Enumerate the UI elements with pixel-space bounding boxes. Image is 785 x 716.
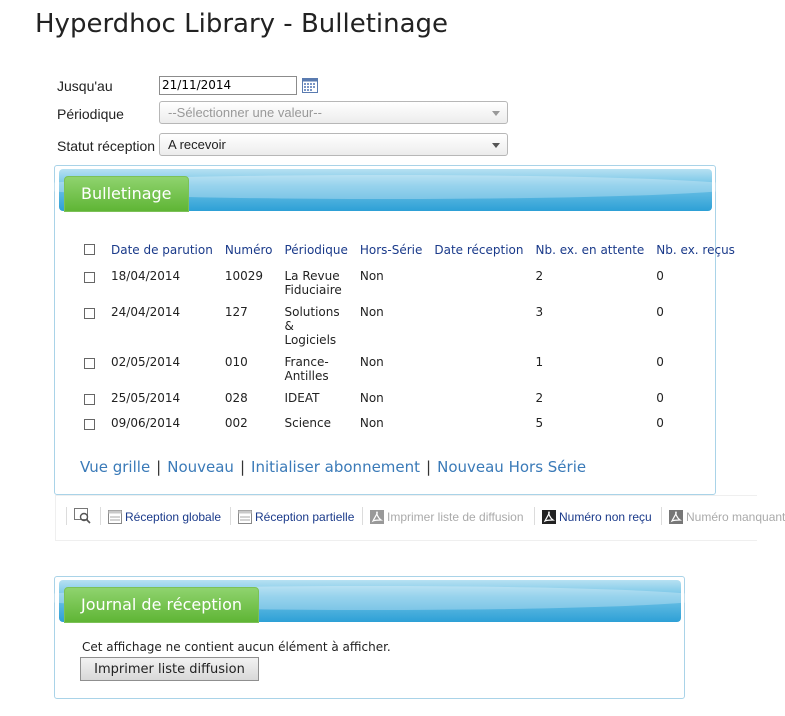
column-header[interactable]: Périodique [284,242,348,257]
journal-empty-message: Cet affichage ne contient aucun élément à afficher. [82,640,391,654]
statut-select-value: A recevoir [168,137,226,152]
pdf-icon [542,510,556,524]
numero-manquant-label: Numéro manquant [686,510,785,524]
cell-date: 18/04/2014 [111,269,181,283]
cell-hors-serie: Non [359,416,384,430]
cell-attente: 3 [535,305,544,319]
cell-date-reception [428,387,529,412]
cell-recus: 0 [656,416,664,430]
row-checkbox[interactable] [84,272,95,283]
reception-partielle-button[interactable] [238,510,354,524]
cell-date: 25/05/2014 [111,391,181,405]
cell-periodique-line: Fiduciaire [284,283,342,297]
link-separator: | [156,458,162,476]
numero-non-recu-label: Numéro non reçu [559,510,652,524]
cell-periodique [278,412,353,437]
vue-grille-link[interactable]: Vue grille [80,458,151,476]
cell-periodique [278,351,353,387]
row-checkbox[interactable] [84,308,95,319]
cell-attente: 1 [535,355,544,369]
imprimer-liste-button[interactable] [370,510,524,524]
form-icon [108,510,122,524]
table-row[interactable] [78,301,741,351]
table-header-row [78,237,741,265]
bulletinage-links [80,458,586,476]
cell-hors-serie: Non [359,391,384,405]
cell-periodique-line: France- [284,355,329,369]
cell-periodique-line: & Logiciels [284,319,337,347]
cell-numero: 010 [224,355,248,369]
row-checkbox[interactable] [84,394,95,405]
reception-globale-label: Réception globale [125,510,222,524]
numero-non-recu-button[interactable] [542,510,652,524]
bulletinage-grid-viewport [55,225,735,445]
table-row[interactable] [78,387,741,412]
reception-partielle-label: Réception partielle [255,510,355,524]
cell-date-reception [428,412,529,437]
cell-attente: 5 [535,416,544,430]
cell-date: 09/06/2014 [111,416,181,430]
periodique-select[interactable] [159,101,508,124]
reception-globale-button[interactable] [108,510,221,524]
row-checkbox[interactable] [84,419,95,430]
cell-attente: 2 [535,391,544,405]
cell-numero: 127 [224,305,248,319]
calendar-icon[interactable] [302,77,318,93]
imprimer-liste-diffusion-button[interactable]: Imprimer liste diffusion [80,657,259,681]
cell-date: 02/05/2014 [111,355,181,369]
column-header[interactable]: Date de parution [111,242,213,257]
table-row[interactable] [78,351,741,387]
periodique-select-value: --Sélectionner une valeur-- [168,105,322,120]
initialiser-abonnement-link[interactable]: Initialiser abonnement [251,458,421,476]
pdf-icon [669,510,683,524]
row-checkbox[interactable] [84,358,95,369]
cell-periodique-line: Solutions [284,305,340,319]
cell-date: 24/04/2014 [111,305,181,319]
journal-panel-header [59,580,681,622]
zoom-preview-icon[interactable] [74,508,92,527]
cell-recus: 0 [656,269,664,283]
pdf-icon [370,510,384,524]
cell-date-reception [428,301,529,351]
chevron-down-icon [492,111,500,116]
table-row[interactable] [78,265,741,301]
statut-label: Statut réception [57,138,156,154]
form-icon [238,510,252,524]
tab-journal-reception[interactable]: Journal de réception [64,587,259,623]
periodique-label: Périodique [57,106,124,122]
column-header[interactable]: Nb. ex. en attente [535,242,645,257]
link-separator: | [426,458,432,476]
cell-date-reception [428,265,529,301]
cell-periodique-line: Science [284,416,332,430]
until-date-input[interactable] [159,76,297,95]
link-separator: | [239,458,246,476]
column-header[interactable]: Hors-Série [359,242,423,257]
nouveau-link[interactable]: Nouveau [167,458,234,476]
tab-bulletinage[interactable]: Bulletinage [64,176,189,212]
select-all-checkbox[interactable] [84,244,95,255]
until-label: Jusqu'au [57,78,113,94]
action-toolbar [55,495,785,541]
cell-periodique-line: Antilles [284,369,329,383]
column-header[interactable]: Numéro [224,242,273,257]
cell-numero: 002 [224,416,248,430]
page-title: Hyperdhoc Library - Bulletinage [35,9,449,39]
cell-periodique [278,265,353,301]
cell-hors-serie: Non [359,269,384,283]
bulletinage-table [78,237,741,437]
chevron-down-icon [492,143,500,148]
cell-recus: 0 [656,305,664,319]
table-row[interactable] [78,412,741,437]
cell-recus: 0 [656,355,664,369]
cell-periodique-line: La Revue [284,269,340,283]
numero-manquant-button[interactable] [669,510,785,524]
cell-hors-serie: Non [359,355,384,369]
cell-numero: 028 [224,391,248,405]
cell-periodique [278,301,353,351]
column-header[interactable]: Nb. ex. reçus [656,242,735,257]
cell-periodique [278,387,353,412]
cell-periodique-line: IDEAT [284,391,320,405]
cell-numero: 10029 [224,269,263,283]
nouveau-hors-serie-link[interactable]: Nouveau Hors Série [437,458,587,476]
cell-hors-serie: Non [359,305,384,319]
imprimer-liste-label: Imprimer liste de diffusion [387,510,524,524]
cell-attente: 2 [535,269,544,283]
cell-date-reception [428,351,529,387]
cell-recus: 0 [656,391,664,405]
column-header[interactable]: Date réception [434,242,524,257]
statut-select[interactable] [159,133,508,156]
bulletinage-panel-header [59,169,712,211]
